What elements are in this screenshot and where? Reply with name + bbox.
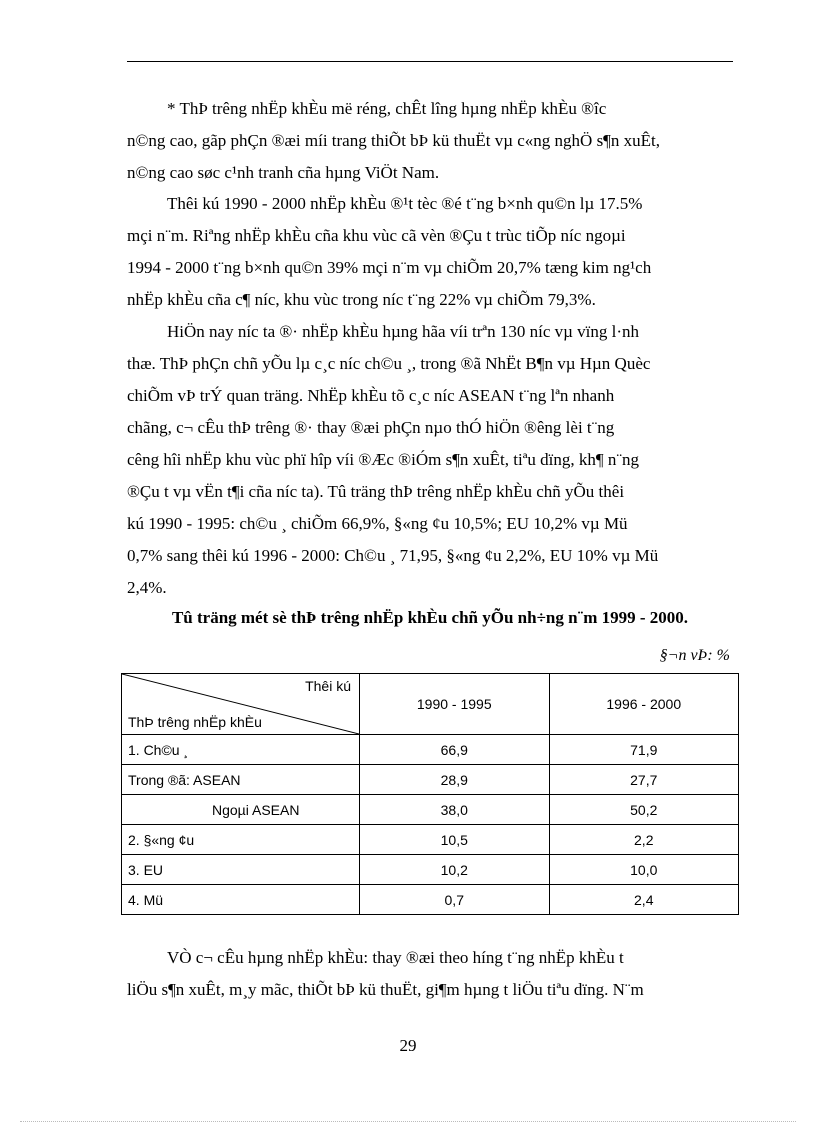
row-label: Ngoµi ASEAN <box>122 795 360 825</box>
table-cell: 2,4 <box>549 885 739 915</box>
table-row <box>122 855 739 885</box>
text-line: VÒ c¬ cÊu hµng nhËp khÈu: thay ®æi theo híng t¨ng nhËp khÈu t <box>167 948 624 967</box>
table-cell: 10,5 <box>360 825 550 855</box>
text-line: cêng hîi nhËp khu vùc phï hîp víi ®Æc ®iÓm s¶n xuÊt, tiªu dïng, kh¶ n¨ng <box>127 450 639 469</box>
text-line: * ThÞ trêng nhËp khÈu më réng, chÊt lîng hµng nhËp khÈu ®îc <box>167 99 607 118</box>
row-label: 1. Ch©u ¸ <box>122 735 360 765</box>
table-cell: 0,7 <box>360 885 550 915</box>
page-edge-line <box>20 1121 796 1122</box>
text-line: ®Çu t vµ vËn t¶i cña níc ta). Tû träng thÞ trêng nhËp khÈu chñ yÕu thêi <box>127 482 625 501</box>
text-line: thæ. ThÞ phÇn chñ yÕu lµ c¸c níc ch©u ¸, trong ®ã NhËt B¶n vµ Hµn Quèc <box>127 354 651 373</box>
table-cell: 50,2 <box>549 795 739 825</box>
diagonal-header-cell <box>122 674 360 735</box>
paragraph <box>127 942 733 1006</box>
table-row <box>122 795 739 825</box>
text-line: liÖu s¶n xuÊt, m¸y mãc, thiÕt bÞ kü thuËt, gi¶m hµng t liÖu tiªu dïng. N¨m <box>127 980 644 999</box>
text-line: HiÖn nay níc ta ®· nhËp khÈu hµng hãa víi trªn 130 níc vµ vïng l·nh <box>167 322 640 341</box>
table-cell: 10,2 <box>360 855 550 885</box>
text-line: n©ng cao søc c¹nh tranh cña hµng ViÖt Nam. <box>127 163 440 182</box>
row-label: 4. Mü <box>122 885 360 915</box>
text-line: n©ng cao, gãp phÇn ®æi míi trang thiÕt bÞ kü thuËt vµ c«ng nghÖ s¶n xuÊt, <box>127 131 660 150</box>
table-cell: 10,0 <box>549 855 739 885</box>
table-cell: 2,2 <box>549 825 739 855</box>
text-line: chãng, c¬ cÊu thÞ trêng ®· thay ®æi phÇn nµo thÓ hiÖn ®êng lèi t¨ng <box>127 418 615 437</box>
text-line: nhËp khÈu cña c¶ níc, khu vùc trong níc t¨ng 22% vµ chiÕm 79,3%. <box>127 290 596 309</box>
text-line: mçi n¨m. Riªng nhËp khÈu cña khu vùc cã vèn ®Çu t trùc tiÕp níc ngoµi <box>127 226 626 245</box>
header-market-label: ThÞ trêng nhËp khÈu <box>128 714 262 730</box>
table-header-row <box>122 674 739 735</box>
table-row <box>122 765 739 795</box>
header-rule <box>127 61 733 62</box>
paragraph <box>127 93 733 189</box>
paragraph <box>127 188 733 316</box>
table-cell: 66,9 <box>360 735 550 765</box>
page-number: 29 <box>399 1036 417 1055</box>
column-header: 1990 - 1995 <box>360 674 550 735</box>
header-period-label: Thêi kú <box>305 678 351 694</box>
table-row <box>122 735 739 765</box>
table-caption: Tû träng mét sè thÞ trêng nhËp khÈu chñ yÕu nh÷ng n¨m 1999 - 2000. <box>171 608 689 627</box>
table-cell: 27,7 <box>549 765 739 795</box>
row-label: 2. §«ng ¢u <box>122 825 360 855</box>
text-line: kú 1990 - 1995: ch©u ¸ chiÕm 66,9%, §«ng ¢u 10,5%; EU 10,2% vµ Mü <box>127 514 628 533</box>
import-market-table <box>121 673 739 915</box>
text-line: Thêi kú 1990 - 2000 nhËp khÈu ®¹t tèc ®é t¨ng b×nh qu©n lµ 17.5% <box>167 194 643 213</box>
row-label: Trong ®ã: ASEAN <box>122 765 360 795</box>
row-label: 3. EU <box>122 855 360 885</box>
text-line: 0,7% sang thêi kú 1996 - 2000: Ch©u ¸ 71,95, §«ng ¢u 2,2%, EU 10% vµ Mü <box>127 546 659 565</box>
text-line: chiÕm vÞ trÝ quan träng. NhËp khÈu tõ c¸c níc ASEAN t¨ng lªn nhanh <box>127 386 615 405</box>
table-cell: 71,9 <box>549 735 739 765</box>
column-header: 1996 - 2000 <box>549 674 739 735</box>
table-row <box>122 885 739 915</box>
paragraph <box>127 316 733 604</box>
table-cell: 38,0 <box>360 795 550 825</box>
text-line: 1994 - 2000 t¨ng b×nh qu©n 39% mçi n¨m vµ chiÕm 20,7% tæng kim ng¹ch <box>127 258 652 277</box>
text-line: 2,4%. <box>127 578 167 597</box>
table-row <box>122 825 739 855</box>
table-cell: 28,9 <box>360 765 550 795</box>
unit-label: §¬n vÞ: % <box>659 647 730 664</box>
